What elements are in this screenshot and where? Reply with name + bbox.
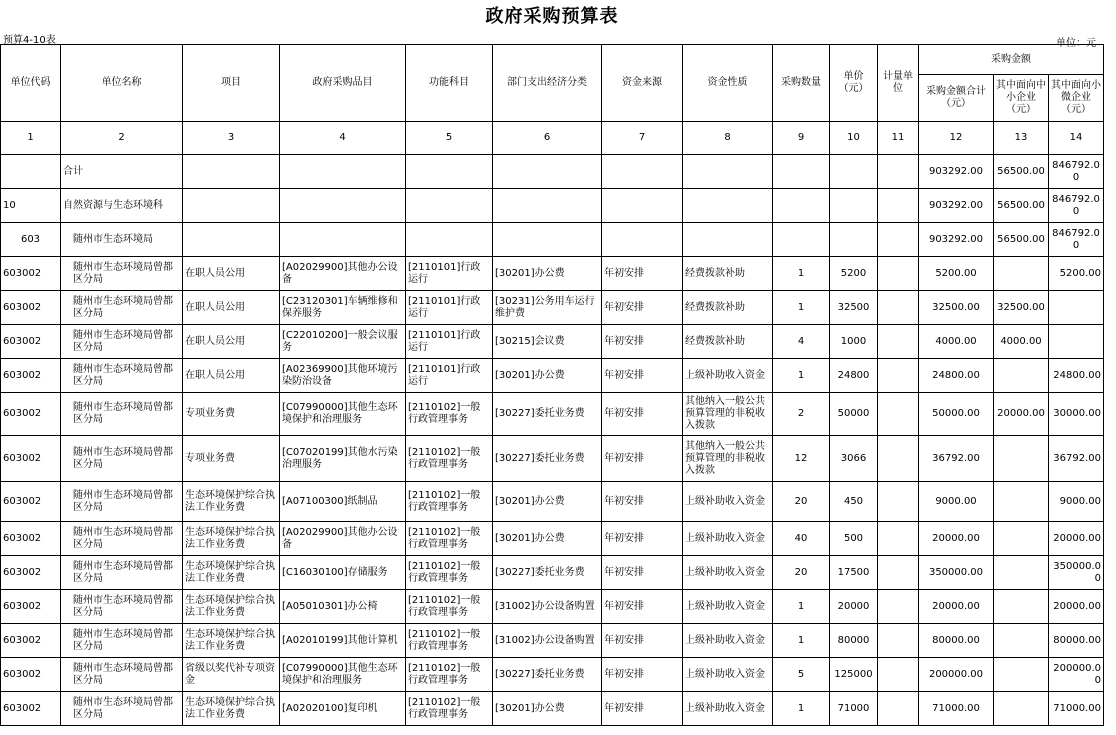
empty-cell	[493, 223, 602, 257]
econ-cell: [30201]办公费	[493, 257, 602, 291]
page-title: 政府采购预算表	[485, 6, 619, 27]
empty-cell	[406, 155, 493, 189]
sme-cell	[994, 257, 1049, 291]
econ-cell: [30201]办公费	[493, 482, 602, 522]
unit-code-cell: 603002	[1, 482, 61, 522]
micro-cell: 80000.00	[1049, 624, 1104, 658]
unit-name-cell: 随州市生态环境局曾都区分局	[61, 692, 183, 726]
fund-source-cell: 年初安排	[602, 436, 683, 482]
amount-total-cell: 903292.00	[919, 223, 994, 257]
header-fund-source: 资金来源	[602, 45, 683, 122]
unit-name-cell: 随州市生态环境局曾都区分局	[61, 522, 183, 556]
fund-source-cell: 年初安排	[602, 624, 683, 658]
empty-cell	[683, 223, 773, 257]
unit-code-cell: 603002	[1, 393, 61, 436]
header-project: 项目	[183, 45, 280, 122]
column-number: 13	[994, 122, 1049, 155]
fund-source-cell: 年初安排	[602, 658, 683, 692]
empty-cell	[406, 189, 493, 223]
unit-code-cell	[1, 155, 61, 189]
price-cell: 1000	[830, 325, 878, 359]
column-number: 2	[61, 122, 183, 155]
qty-cell: 1	[773, 692, 830, 726]
table-row	[1, 257, 1104, 291]
measure-cell	[878, 393, 919, 436]
unit-name-cell: 随州市生态环境局曾都区分局	[61, 436, 183, 482]
column-number: 7	[602, 122, 683, 155]
unit-code-cell: 603	[1, 223, 61, 257]
fund-nature-cell: 上级补助收入资金	[683, 590, 773, 624]
measure-cell	[878, 436, 919, 482]
header-amount-group: 采购金额	[919, 45, 1104, 75]
project-cell: 在职人员公用	[183, 359, 280, 393]
function-cell: [2110102]一般行政管理事务	[406, 436, 493, 482]
fund-nature-cell: 上级补助收入资金	[683, 359, 773, 393]
price-cell: 50000	[830, 393, 878, 436]
function-cell: [2110102]一般行政管理事务	[406, 624, 493, 658]
amount-total-cell: 4000.00	[919, 325, 994, 359]
amount-total-cell: 80000.00	[919, 624, 994, 658]
item-cell: [A05010301]办公椅	[280, 590, 406, 624]
table-row	[1, 325, 1104, 359]
unit-code-cell: 603002	[1, 590, 61, 624]
header-econ: 部门支出经济分类	[493, 45, 602, 122]
price-cell: 500	[830, 522, 878, 556]
price-cell: 3066	[830, 436, 878, 482]
unit-name-cell: 随州市生态环境局曾都区分局	[61, 359, 183, 393]
summary-row	[1, 189, 1104, 223]
table-code: 预算4-10表	[3, 35, 56, 46]
unit-name-cell: 随州市生态环境局曾都区分局	[61, 590, 183, 624]
fund-nature-cell: 经费拨款补助	[683, 291, 773, 325]
function-cell: [2110102]一般行政管理事务	[406, 590, 493, 624]
item-cell: [C07020199]其他水污染治理服务	[280, 436, 406, 482]
econ-cell: [30215]会议费	[493, 325, 602, 359]
empty-cell	[830, 189, 878, 223]
fund-nature-cell: 上级补助收入资金	[683, 556, 773, 590]
item-cell: [A02029900]其他办公设备	[280, 522, 406, 556]
budget-table	[0, 44, 1104, 726]
qty-cell: 1	[773, 291, 830, 325]
amount-total-cell: 9000.00	[919, 482, 994, 522]
sme-cell: 20000.00	[994, 393, 1049, 436]
function-cell: [2110102]一般行政管理事务	[406, 658, 493, 692]
empty-cell	[280, 189, 406, 223]
measure-cell	[878, 291, 919, 325]
sme-cell	[994, 624, 1049, 658]
empty-cell	[773, 223, 830, 257]
fund-source-cell: 年初安排	[602, 325, 683, 359]
item-cell: [C23120301]车辆维修和保养服务	[280, 291, 406, 325]
table-row	[1, 482, 1104, 522]
column-number: 1	[1, 122, 61, 155]
fund-nature-cell: 上级补助收入资金	[683, 522, 773, 556]
price-cell: 32500	[830, 291, 878, 325]
empty-cell	[493, 155, 602, 189]
sme-cell: 56500.00	[994, 155, 1049, 189]
amount-total-cell: 50000.00	[919, 393, 994, 436]
price-cell: 17500	[830, 556, 878, 590]
fund-source-cell: 年初安排	[602, 393, 683, 436]
empty-cell	[878, 155, 919, 189]
table-row	[1, 359, 1104, 393]
item-cell: [A02369900]其他环境污染防治设备	[280, 359, 406, 393]
fund-nature-cell: 经费拨款补助	[683, 325, 773, 359]
empty-cell	[602, 155, 683, 189]
function-cell: [2110102]一般行政管理事务	[406, 556, 493, 590]
amount-total-cell: 36792.00	[919, 436, 994, 482]
item-cell: [A07100300]纸制品	[280, 482, 406, 522]
amount-total-cell: 20000.00	[919, 522, 994, 556]
empty-cell	[183, 155, 280, 189]
amount-total-cell: 5200.00	[919, 257, 994, 291]
unit-code-cell: 603002	[1, 257, 61, 291]
project-cell: 在职人员公用	[183, 257, 280, 291]
qty-cell: 4	[773, 325, 830, 359]
micro-cell: 350000.00	[1049, 556, 1104, 590]
unit-code-cell: 603002	[1, 436, 61, 482]
micro-cell: 200000.00	[1049, 658, 1104, 692]
econ-cell: [30201]办公费	[493, 359, 602, 393]
price-cell: 125000	[830, 658, 878, 692]
function-cell: [2110101]行政运行	[406, 291, 493, 325]
measure-cell	[878, 658, 919, 692]
column-number: 14	[1049, 122, 1104, 155]
sme-cell: 56500.00	[994, 189, 1049, 223]
unit-name-cell: 随州市生态环境局曾都区分局	[61, 482, 183, 522]
micro-cell: 5200.00	[1049, 257, 1104, 291]
sme-cell	[994, 590, 1049, 624]
measure-cell	[878, 590, 919, 624]
sme-cell	[994, 436, 1049, 482]
micro-cell: 30000.00	[1049, 393, 1104, 436]
econ-cell: [30231]公务用车运行维护费	[493, 291, 602, 325]
empty-cell	[183, 223, 280, 257]
unit-code-cell: 10	[1, 189, 61, 223]
unit-code-cell: 603002	[1, 325, 61, 359]
micro-cell: 846792.00	[1049, 189, 1104, 223]
summary-row	[1, 155, 1104, 189]
amount-total-cell: 903292.00	[919, 189, 994, 223]
header-unit-name: 单位名称	[61, 45, 183, 122]
micro-cell: 846792.00	[1049, 223, 1104, 257]
price-cell: 24800	[830, 359, 878, 393]
sme-cell	[994, 522, 1049, 556]
table-row	[1, 393, 1104, 436]
project-cell: 省级以奖代补专项资金	[183, 658, 280, 692]
function-cell: [2110101]行政运行	[406, 257, 493, 291]
table-row	[1, 692, 1104, 726]
qty-cell: 1	[773, 624, 830, 658]
unit-code-cell: 603002	[1, 359, 61, 393]
table-row	[1, 658, 1104, 692]
measure-cell	[878, 692, 919, 726]
unit-name-cell: 随州市生态环境局曾都区分局	[61, 393, 183, 436]
empty-cell	[183, 189, 280, 223]
unit-code-cell: 603002	[1, 556, 61, 590]
project-cell: 在职人员公用	[183, 291, 280, 325]
qty-cell: 1	[773, 359, 830, 393]
measure-cell	[878, 624, 919, 658]
fund-nature-cell: 上级补助收入资金	[683, 482, 773, 522]
amount-total-cell: 903292.00	[919, 155, 994, 189]
header-measure: 计量单位	[878, 45, 919, 122]
empty-cell	[602, 189, 683, 223]
unit-name-cell: 随州市生态环境局曾都区分局	[61, 257, 183, 291]
unit-label: 单位：元	[1056, 38, 1096, 49]
table-row	[1, 436, 1104, 482]
sme-cell	[994, 692, 1049, 726]
measure-cell	[878, 522, 919, 556]
empty-cell	[280, 155, 406, 189]
fund-nature-cell: 其他纳入一般公共预算管理的非税收入拨款	[683, 393, 773, 436]
unit-name-cell: 随州市生态环境局曾都区分局	[61, 325, 183, 359]
micro-cell: 846792.00	[1049, 155, 1104, 189]
project-cell: 生态环境保护综合执法工作业务费	[183, 556, 280, 590]
header-qty: 采购数量	[773, 45, 830, 122]
qty-cell: 40	[773, 522, 830, 556]
micro-cell	[1049, 325, 1104, 359]
amount-total-cell: 350000.00	[919, 556, 994, 590]
price-cell: 20000	[830, 590, 878, 624]
project-cell: 在职人员公用	[183, 325, 280, 359]
empty-cell	[683, 155, 773, 189]
fund-nature-cell: 上级补助收入资金	[683, 624, 773, 658]
item-cell: [C07990000]其他生态环境保护和治理服务	[280, 393, 406, 436]
micro-cell: 20000.00	[1049, 590, 1104, 624]
project-cell: 专项业务费	[183, 436, 280, 482]
econ-cell: [30227]委托业务费	[493, 556, 602, 590]
unit-code-cell: 603002	[1, 692, 61, 726]
qty-cell: 1	[773, 590, 830, 624]
item-cell: [C22010200]一般会议服务	[280, 325, 406, 359]
empty-cell	[280, 223, 406, 257]
empty-cell	[878, 223, 919, 257]
column-number-row	[1, 122, 1104, 155]
header-sme: 其中面向中小企业（元）	[994, 75, 1049, 122]
table-row	[1, 624, 1104, 658]
unit-code-cell: 603002	[1, 624, 61, 658]
amount-total-cell: 32500.00	[919, 291, 994, 325]
econ-cell: [31002]办公设备购置	[493, 590, 602, 624]
item-cell: [A02010199]其他计算机	[280, 624, 406, 658]
econ-cell: [31002]办公设备购置	[493, 624, 602, 658]
unit-name-cell: 随州市生态环境局曾都区分局	[61, 658, 183, 692]
sme-cell	[994, 482, 1049, 522]
empty-cell	[773, 189, 830, 223]
header-amount-total: 采购金额合计（元）	[919, 75, 994, 122]
empty-cell	[602, 223, 683, 257]
item-cell: [A02029900]其他办公设备	[280, 257, 406, 291]
fund-source-cell: 年初安排	[602, 482, 683, 522]
column-number: 8	[683, 122, 773, 155]
empty-cell	[830, 223, 878, 257]
measure-cell	[878, 325, 919, 359]
function-cell: [2110102]一般行政管理事务	[406, 482, 493, 522]
price-cell: 71000	[830, 692, 878, 726]
item-cell: [C07990000]其他生态环境保护和治理服务	[280, 658, 406, 692]
price-cell: 80000	[830, 624, 878, 658]
project-cell: 生态环境保护综合执法工作业务费	[183, 590, 280, 624]
empty-cell	[878, 189, 919, 223]
econ-cell: [30201]办公费	[493, 692, 602, 726]
micro-cell: 20000.00	[1049, 522, 1104, 556]
fund-source-cell: 年初安排	[602, 556, 683, 590]
unit-name-cell: 随州市生态环境局曾都区分局	[61, 624, 183, 658]
qty-cell: 12	[773, 436, 830, 482]
column-number: 4	[280, 122, 406, 155]
measure-cell	[878, 482, 919, 522]
header-fund-nature: 资金性质	[683, 45, 773, 122]
micro-cell	[1049, 291, 1104, 325]
header-price: 单价（元）	[830, 45, 878, 122]
fund-source-cell: 年初安排	[602, 590, 683, 624]
function-cell: [2110101]行政运行	[406, 325, 493, 359]
function-cell: [2110102]一般行政管理事务	[406, 393, 493, 436]
fund-nature-cell: 其他纳入一般公共预算管理的非税收入拨款	[683, 436, 773, 482]
qty-cell: 5	[773, 658, 830, 692]
sme-cell: 56500.00	[994, 223, 1049, 257]
column-number: 12	[919, 122, 994, 155]
measure-cell	[878, 556, 919, 590]
sme-cell	[994, 359, 1049, 393]
unit-name-cell: 随州市生态环境局曾都区分局	[61, 291, 183, 325]
fund-source-cell: 年初安排	[602, 522, 683, 556]
summary-row	[1, 223, 1104, 257]
qty-cell: 2	[773, 393, 830, 436]
fund-nature-cell: 上级补助收入资金	[683, 658, 773, 692]
project-cell: 生态环境保护综合执法工作业务费	[183, 482, 280, 522]
unit-name-cell: 随州市生态环境局	[61, 223, 183, 257]
function-cell: [2110101]行政运行	[406, 359, 493, 393]
sme-cell: 4000.00	[994, 325, 1049, 359]
empty-cell	[683, 189, 773, 223]
amount-total-cell: 200000.00	[919, 658, 994, 692]
table-row	[1, 522, 1104, 556]
qty-cell: 20	[773, 556, 830, 590]
unit-code-cell: 603002	[1, 522, 61, 556]
measure-cell	[878, 257, 919, 291]
table-row	[1, 556, 1104, 590]
column-number: 6	[493, 122, 602, 155]
column-number: 11	[878, 122, 919, 155]
price-cell: 450	[830, 482, 878, 522]
fund-nature-cell: 经费拨款补助	[683, 257, 773, 291]
header-unit-code: 单位代码	[1, 45, 61, 122]
unit-name-cell: 随州市生态环境局曾都区分局	[61, 556, 183, 590]
sme-cell: 32500.00	[994, 291, 1049, 325]
fund-source-cell: 年初安排	[602, 692, 683, 726]
amount-total-cell: 24800.00	[919, 359, 994, 393]
unit-name-cell: 自然资源与生态环境科	[61, 189, 183, 223]
price-cell: 5200	[830, 257, 878, 291]
item-cell: [C16030100]存储服务	[280, 556, 406, 590]
qty-cell: 1	[773, 257, 830, 291]
project-cell: 专项业务费	[183, 393, 280, 436]
micro-cell: 36792.00	[1049, 436, 1104, 482]
measure-cell	[878, 359, 919, 393]
item-cell: [A02020100]复印机	[280, 692, 406, 726]
sme-cell	[994, 658, 1049, 692]
fund-source-cell: 年初安排	[602, 291, 683, 325]
function-cell: [2110102]一般行政管理事务	[406, 522, 493, 556]
empty-cell	[493, 189, 602, 223]
amount-total-cell: 20000.00	[919, 590, 994, 624]
function-cell: [2110102]一般行政管理事务	[406, 692, 493, 726]
project-cell: 生态环境保护综合执法工作业务费	[183, 522, 280, 556]
fund-nature-cell: 上级补助收入资金	[683, 692, 773, 726]
column-number: 10	[830, 122, 878, 155]
empty-cell	[830, 155, 878, 189]
empty-cell	[773, 155, 830, 189]
econ-cell: [30201]办公费	[493, 522, 602, 556]
micro-cell: 9000.00	[1049, 482, 1104, 522]
fund-source-cell: 年初安排	[602, 257, 683, 291]
econ-cell: [30227]委托业务费	[493, 393, 602, 436]
column-number: 5	[406, 122, 493, 155]
micro-cell: 71000.00	[1049, 692, 1104, 726]
project-cell: 生态环境保护综合执法工作业务费	[183, 692, 280, 726]
unit-code-cell: 603002	[1, 658, 61, 692]
micro-cell: 24800.00	[1049, 359, 1104, 393]
header-function: 功能科目	[406, 45, 493, 122]
qty-cell: 20	[773, 482, 830, 522]
column-number: 3	[183, 122, 280, 155]
table-row	[1, 291, 1104, 325]
header-micro: 其中面向小微企业（元）	[1049, 75, 1104, 122]
amount-total-cell: 71000.00	[919, 692, 994, 726]
econ-cell: [30227]委托业务费	[493, 658, 602, 692]
column-number: 9	[773, 122, 830, 155]
fund-source-cell: 年初安排	[602, 359, 683, 393]
sme-cell	[994, 556, 1049, 590]
header-item: 政府采购品目	[280, 45, 406, 122]
unit-code-cell: 603002	[1, 291, 61, 325]
empty-cell	[406, 223, 493, 257]
table-row	[1, 590, 1104, 624]
project-cell: 生态环境保护综合执法工作业务费	[183, 624, 280, 658]
econ-cell: [30227]委托业务费	[493, 436, 602, 482]
unit-name-cell: 合计	[61, 155, 183, 189]
